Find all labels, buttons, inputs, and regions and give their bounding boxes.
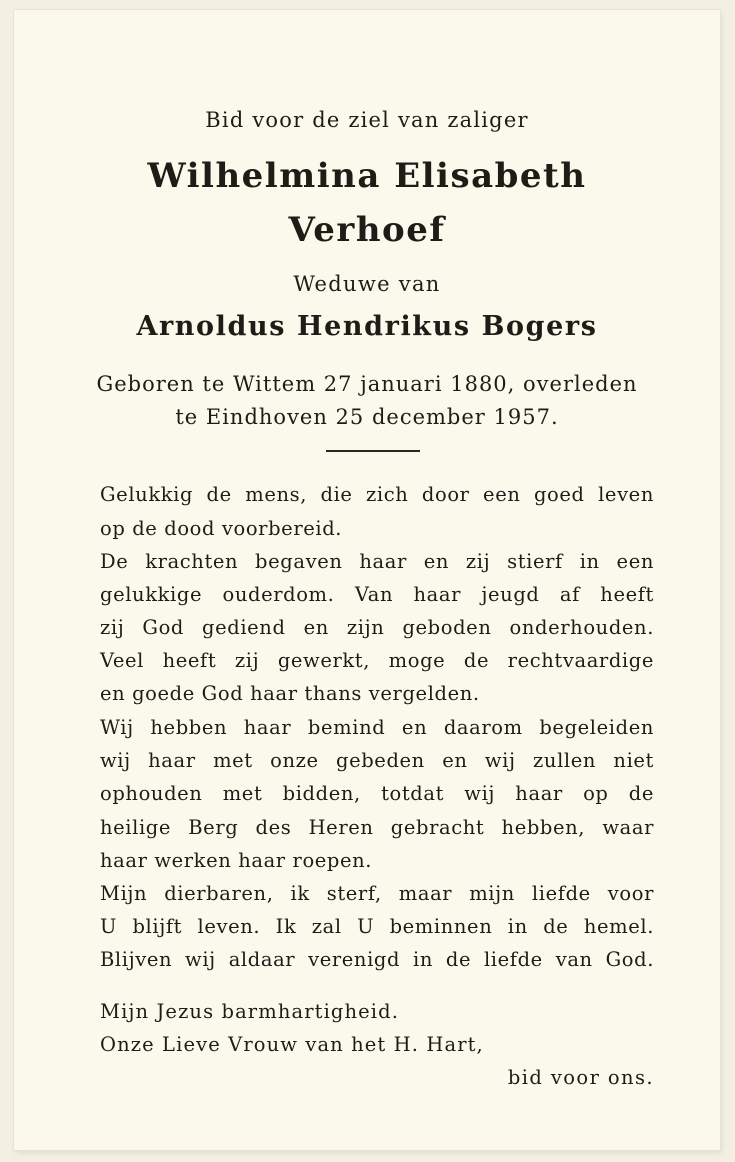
verse-line: en goede God haar thans vergelden. (100, 682, 480, 705)
birth-death-line-2: te Eindhoven 25 december 1957. (175, 405, 559, 429)
prayer-line-1: Mijn Jezus barmhartigheid. (100, 1000, 400, 1023)
widow-of-text: Weduwe van (293, 272, 441, 296)
verse-line: ophouden met bidden, totdat wij haar op de (100, 782, 654, 805)
verse-line: op de dood voorbereid. (100, 517, 343, 540)
intro-text: Bid voor de ziel van zaliger (205, 108, 529, 132)
verse-line: Mijn dierbaren, ik sterf, maar mijn liefde voor (100, 882, 654, 905)
verse-line: Blijven wij aldaar verenigd in de liefde van God. (100, 948, 654, 971)
verse-line: heilige Berg des Heren gebracht hebben, waar (100, 816, 654, 839)
memorial-card (14, 10, 720, 1150)
prayer-line-2: Onze Lieve Vrouw van het H. Hart, (100, 1033, 484, 1056)
verse-line: haar werken haar roepen. (100, 849, 373, 872)
verse-line: De krachten begaven haar en zij stierf in een (100, 550, 654, 573)
verse-line: wij haar met onze gebeden en wij zullen niet (100, 749, 654, 772)
verse-line: zij God gediend en zijn geboden onderhouden. (100, 616, 654, 639)
deceased-name-last: Verhoef (288, 210, 446, 250)
verse-line: gelukkige ouderdom. Van haar jeugd af heeft (100, 583, 654, 606)
verse-line: U blijft leven. Ik zal U beminnen in de hemel. (100, 915, 654, 938)
verse-line: Wij hebben haar bemind en daarom begeleiden (100, 716, 654, 739)
divider-rule (326, 450, 420, 452)
verse-line: Veel heeft zij gewerkt, moge de rechtvaardige (100, 649, 654, 672)
deceased-name-first: Wilhelmina Elisabeth (147, 156, 587, 196)
birth-death-line-1: Geboren te Wittem 27 januari 1880, overleden (96, 372, 638, 396)
prayer-line-3: bid voor ons. (507, 1066, 654, 1089)
verse-line: Gelukkig de mens, die zich door een goed leven (100, 483, 654, 506)
husband-name: Arnoldus Hendrikus Bogers (136, 311, 598, 342)
